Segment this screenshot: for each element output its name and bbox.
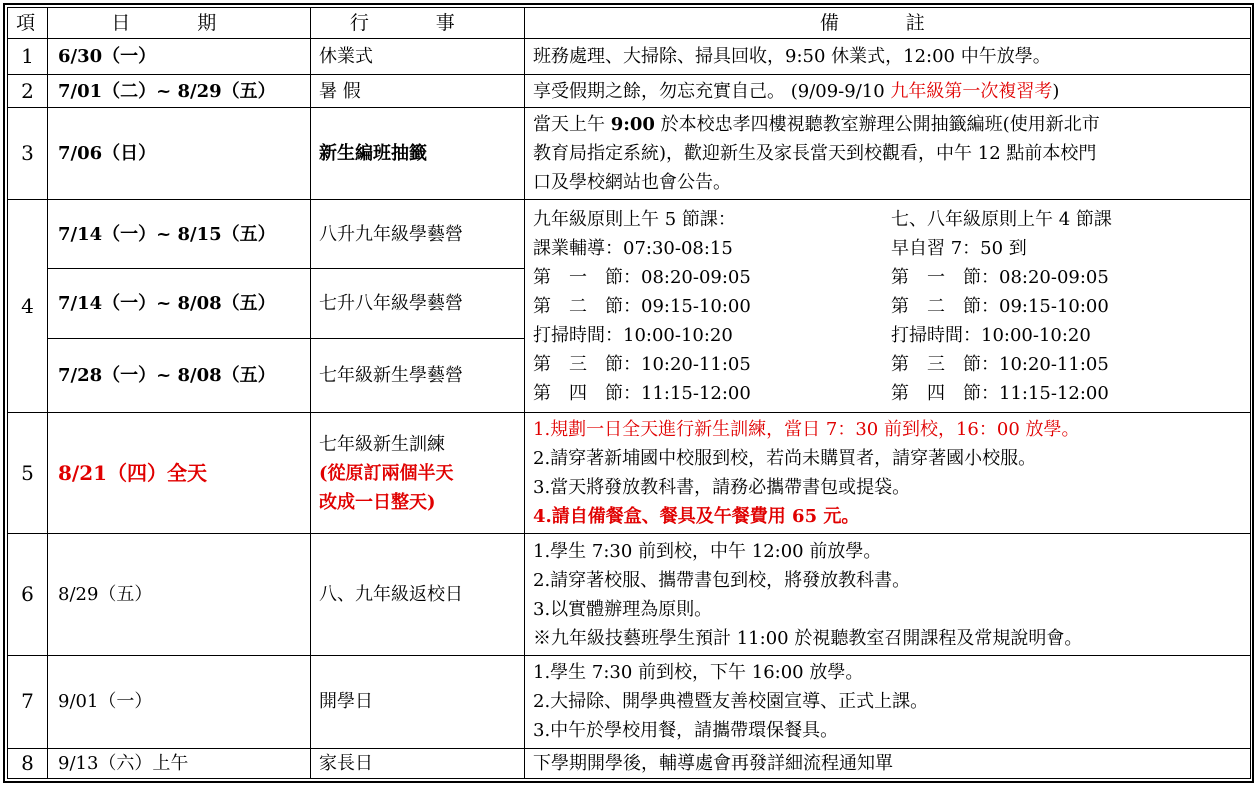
- row-event: 新生編班抽籤: [311, 108, 525, 200]
- row-event: 暑 假: [311, 74, 525, 107]
- note-line: 口及學校網站也會公告。: [533, 172, 731, 194]
- schedule-line: 七、八年級原則上午 4 節課: [891, 208, 1112, 230]
- row-date: 8/21（四）全天: [48, 413, 311, 534]
- school-schedule-table: [7, 7, 1251, 779]
- row-event: 休業式: [311, 39, 525, 74]
- row-event: 開學日: [311, 656, 525, 748]
- row-event: 七升八年級學藝營: [311, 269, 525, 339]
- note-line: 4.請自備餐盒、餐具及午餐費用 65 元。: [533, 506, 860, 527]
- table-row: [8, 533, 1251, 656]
- table-row: [8, 748, 1251, 778]
- row-index: 1: [8, 39, 48, 74]
- row-date: 7/14（一）~ 8/08（五）: [48, 269, 311, 339]
- event-change-note: (從原訂兩個半天: [319, 462, 454, 484]
- note-line: 1.學生 7:30 前到校，中午 12:00 前放學。: [533, 540, 882, 562]
- row-note: [525, 74, 1251, 107]
- row-date: 6/30（一）: [48, 39, 311, 74]
- note-tail: ): [1052, 80, 1060, 102]
- note-line: 2.大掃除、開學典禮暨友善校園宣導、正式上課。: [533, 691, 929, 713]
- table-row: [8, 74, 1251, 107]
- schedule-line: 第 一 節：08:20-09:05: [533, 266, 751, 288]
- row-note: [525, 656, 1251, 748]
- note-line: 3.中午於學校用餐，請攜帶環保餐具。: [533, 720, 839, 742]
- note-line: 3.當天將發放教科書，請務必攜帶書包或提袋。: [533, 477, 911, 498]
- schedule-line: 第 三 節：10:20-11:05: [533, 353, 751, 375]
- table-row: [8, 108, 1251, 200]
- schedule-line: 第 三 節：10:20-11:05: [891, 353, 1109, 375]
- schedule-line: 早自習 7：50 到: [891, 237, 1027, 259]
- schedule-line: 九年級原則上午 5 節課：: [533, 208, 736, 230]
- note-line: 3.以實體辦理為原則。: [533, 598, 713, 620]
- row-index: 6: [8, 533, 48, 656]
- note-text: 於本校忠孝四樓視聽教室辦理公開抽籤編班(使用新北市: [654, 114, 1100, 136]
- table-row: [8, 39, 1251, 74]
- schedule-columns: [533, 205, 1242, 408]
- row-date: 7/01（二）~ 8/29（五）: [48, 74, 311, 107]
- row-note-schedule: [525, 200, 1251, 413]
- row-index: 8: [8, 748, 48, 778]
- row-event: 八、九年級返校日: [311, 533, 525, 656]
- header-item: 項: [8, 8, 48, 39]
- event-title: 七年級新生訓練: [319, 433, 445, 455]
- note-line: 2.請穿著校服、攜帶書包到校，將發放教科書。: [533, 569, 911, 591]
- schedule-line: 課業輔導：07:30-08:15: [533, 237, 733, 259]
- table-row: [8, 200, 1251, 269]
- schedule-line: 第 四 節：11:15-12:00: [533, 382, 751, 404]
- note-line: ※九年級技藝班學生預計 11:00 於視聽教室召開課程及常規說明會。: [533, 627, 1083, 649]
- row-event: [311, 413, 525, 534]
- table-row: [8, 413, 1251, 534]
- header-event: 行 事: [311, 8, 525, 39]
- schedule-line: 打掃時間：10:00-10:20: [891, 324, 1091, 346]
- row-date: 7/14（一）~ 8/15（五）: [48, 200, 311, 269]
- note-line: 1.規劃一日全天進行新生訓練，當日 7：30 前到校，16：00 放學。: [533, 419, 1080, 440]
- row-index: 4: [8, 200, 48, 413]
- note-text: 享受假期之餘，勿忘充實自己。 (9/09-9/10: [533, 80, 891, 102]
- row-date: 9/13（六）上午: [48, 748, 311, 778]
- row-index: 7: [8, 656, 48, 748]
- row-date: 7/06（日）: [48, 108, 311, 200]
- note-line: 2.請穿著新埔國中校服到校，若尚未購買者，請穿著國小校服。: [533, 448, 1037, 469]
- note-line: 教育局指定系統)，歡迎新生及家長當天到校觀看，中午 12 點前本校門: [533, 143, 1097, 165]
- row-event: 八升九年級學藝營: [311, 200, 525, 269]
- schedule-line: 第 四 節：11:15-12:00: [891, 382, 1109, 404]
- header-date: 日 期: [48, 8, 311, 39]
- row-event: 七年級新生學藝營: [311, 339, 525, 413]
- row-date: 8/29（五）: [48, 533, 311, 656]
- row-date: 7/28（一）~ 8/08（五）: [48, 339, 311, 413]
- row-note: [525, 533, 1251, 656]
- schedule-line: 第 一 節：08:20-09:05: [891, 266, 1109, 288]
- row-note: [525, 413, 1251, 534]
- table-row: [8, 656, 1251, 748]
- schedule-line: 第 二 節：09:15-10:00: [891, 295, 1109, 317]
- row-index: 5: [8, 413, 48, 534]
- row-note: 下學期開學後，輔導處會再發詳細流程通知單: [525, 748, 1251, 778]
- event-change-note: 改成一日整天): [319, 491, 436, 513]
- row-date: 9/01（一）: [48, 656, 311, 748]
- schedule-seventh-eighth-grade: [891, 205, 1242, 408]
- note-line: [533, 110, 1242, 139]
- row-note: 班務處理、大掃除、掃具回收，9:50 休業式，12:00 中午放學。: [525, 39, 1251, 74]
- schedule-line: 打掃時間：10:00-10:20: [533, 324, 733, 346]
- exam-highlight: 九年級第一次複習考: [890, 80, 1053, 102]
- schedule-ninth-grade: [533, 205, 891, 408]
- row-event: 家長日: [311, 748, 525, 778]
- row-index: 3: [8, 108, 48, 200]
- row-index: 2: [8, 74, 48, 107]
- note-line: 1.學生 7:30 前到校，下午 16:00 放學。: [533, 662, 864, 684]
- note-text: 當天上午: [533, 114, 611, 136]
- header-row: [8, 8, 1251, 39]
- header-note: 備 註: [525, 8, 1251, 39]
- row-note: [525, 108, 1251, 200]
- schedule-line: 第 二 節：09:15-10:00: [533, 295, 751, 317]
- note-time: 9:00: [610, 114, 655, 136]
